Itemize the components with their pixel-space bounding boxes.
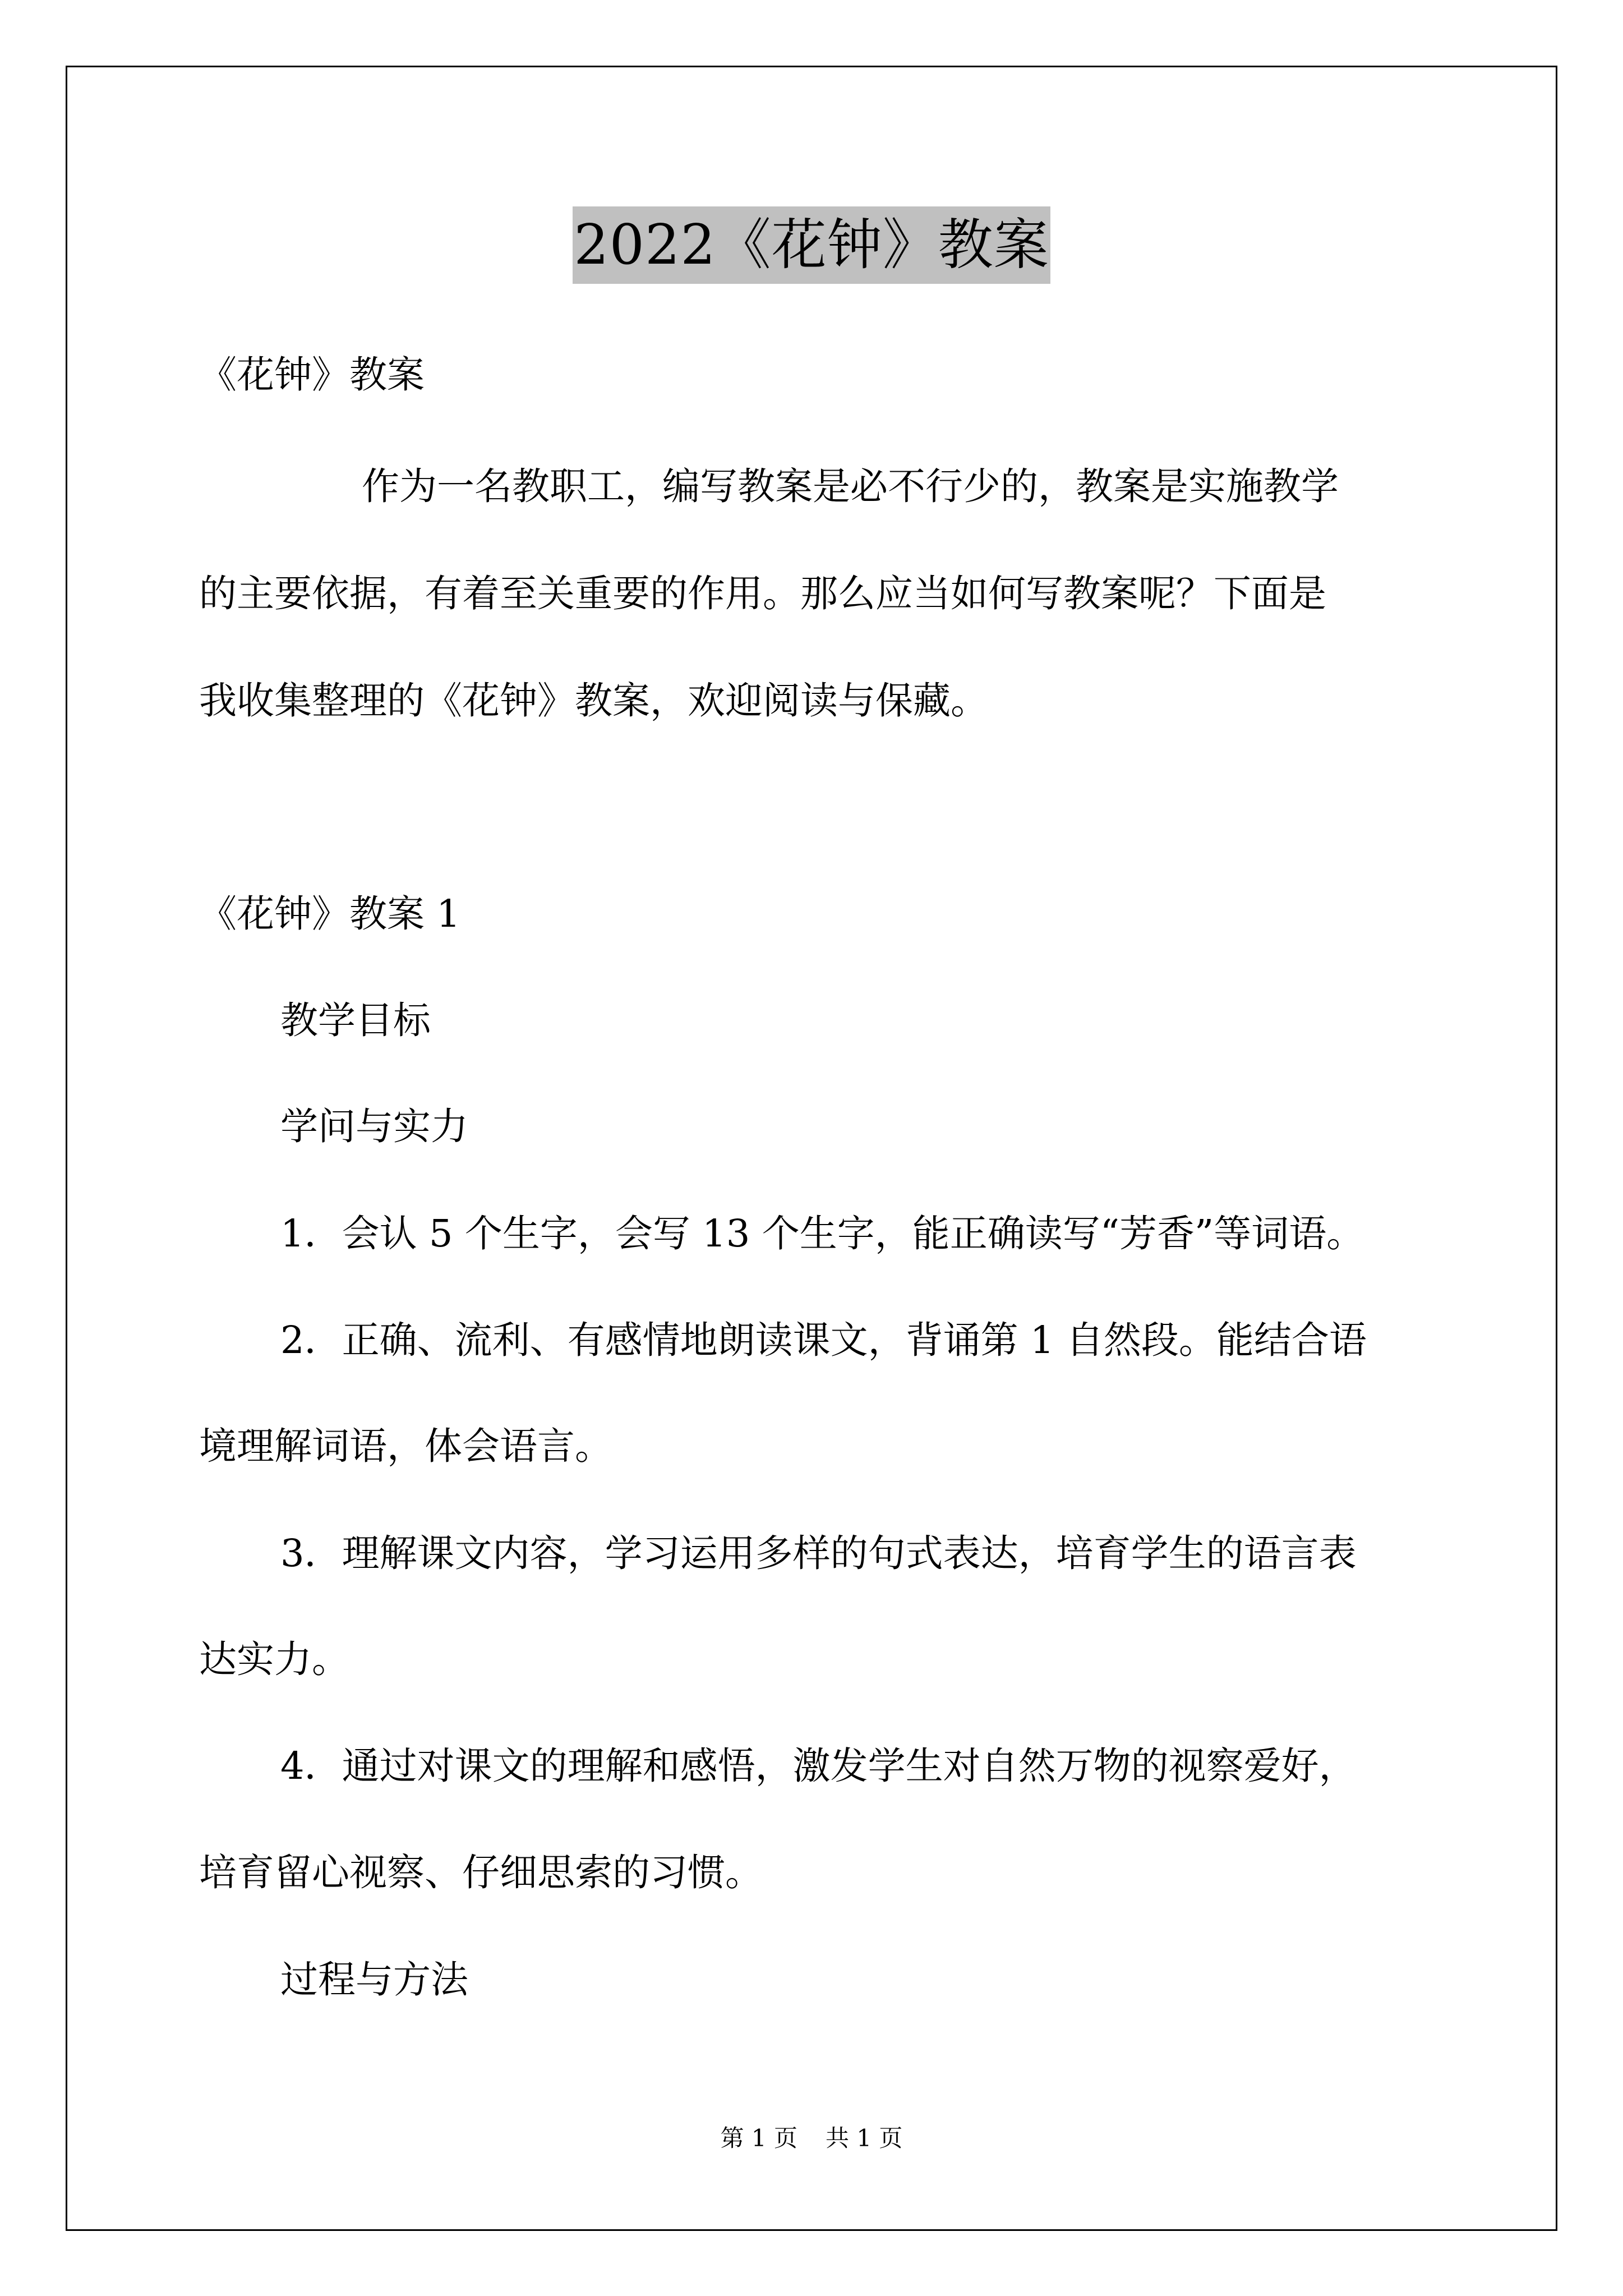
goal-item-2-line-2: 境理解词语，体会语言。 bbox=[199, 1424, 612, 1468]
goals-heading: 教学目标 bbox=[280, 999, 431, 1042]
page-total: 共 1 页 bbox=[826, 2124, 903, 2152]
intro-line-1: 作为一名教职工，编写教案是必不行少的，教案是实施教学 bbox=[362, 464, 1339, 508]
goal-item-3-line-1: 3．理解课文内容，学习运用多样的句式表达，培育学生的语言表 bbox=[280, 1531, 1357, 1575]
page-number: 第 1 页 bbox=[720, 2124, 797, 2152]
intro-line-2: 的主要依据，有着至关重要的作用。那么应当如何写教案呢？下面是 bbox=[199, 572, 1326, 615]
intro-line-3: 我收集整理的《花钟》教案，欢迎阅读与保藏。 bbox=[199, 679, 988, 723]
goal-item-4-line-2: 培育留心视察、仔细思索的习惯。 bbox=[199, 1851, 763, 1894]
document-title: 2022《花钟》教案 bbox=[573, 206, 1050, 284]
page-footer bbox=[0, 2124, 1623, 2153]
knowledge-ability-heading: 学问与实力 bbox=[280, 1105, 468, 1148]
process-method-heading: 过程与方法 bbox=[280, 1958, 468, 2001]
doc-heading: 《花钟》教案 bbox=[199, 353, 425, 397]
goal-item-4-line-1: 4．通过对课文的理解和感悟，激发学生对自然万物的视察爱好， bbox=[280, 1744, 1357, 1788]
section1-heading: 《花钟》教案 1 bbox=[199, 892, 460, 936]
title-container bbox=[0, 206, 1623, 284]
goal-item-3-line-2: 达实力。 bbox=[199, 1637, 349, 1681]
goal-item-2-line-1: 2．正确、流利、有感情地朗读课文，背诵第 1 自然段。能结合语 bbox=[280, 1318, 1367, 1362]
goal-item-1: 1．会认 5 个生字，会写 13 个生字，能正确读写“芳香”等词语。 bbox=[280, 1212, 1364, 1255]
